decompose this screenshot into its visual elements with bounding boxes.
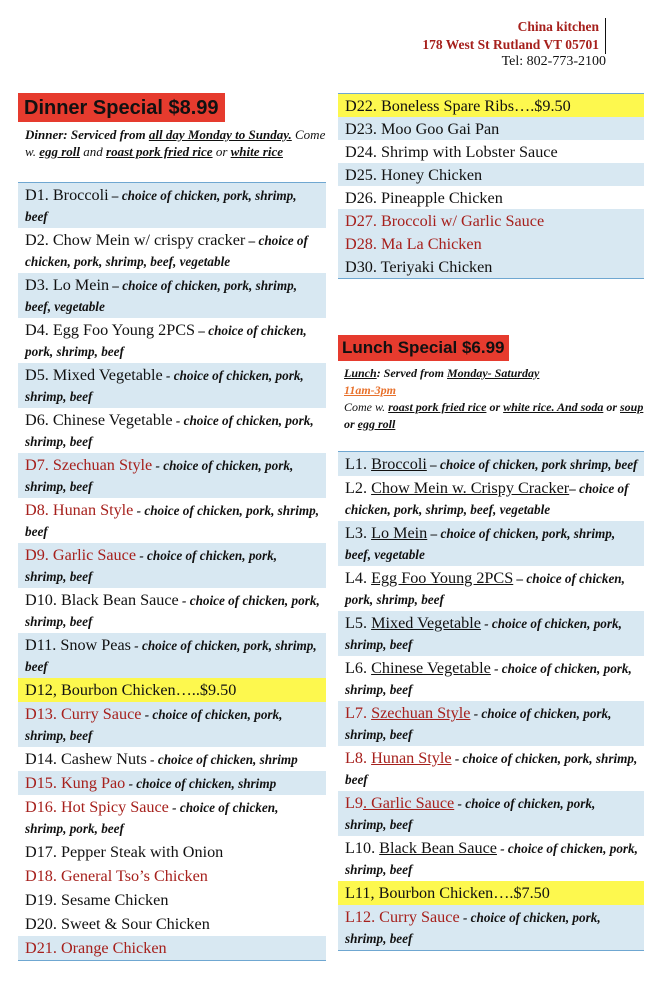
menu-item-name: D9. Garlic Sauce	[25, 546, 137, 564]
menu-item	[338, 140, 644, 163]
lunch-desc-soup: soup	[620, 400, 644, 414]
restaurant-header	[422, 18, 606, 54]
menu-item	[338, 452, 644, 476]
menu-item-choices: - choice of chicken, shrimp	[125, 776, 277, 791]
menu-item	[18, 228, 326, 273]
menu-item	[338, 656, 644, 701]
menu-item-choices: – choice of chicken, pork shrimp, beef	[426, 457, 638, 472]
menu-item-name: . Garlic Sauce	[362, 794, 455, 812]
menu-item-code: L5.	[345, 614, 372, 632]
menu-item-choices: - choice of chicken, pork, shrimp, beef	[25, 503, 320, 539]
menu-item	[338, 186, 644, 209]
lunch-desc-text: : Served from	[376, 366, 448, 380]
menu-item-name: D23. Moo Goo Gai Pan	[345, 120, 500, 138]
menu-item-choices: - choice of chicken, shrimp, pork, beef	[25, 800, 279, 836]
menu-item-name: D18. General Tso’s Chicken	[25, 867, 208, 885]
menu-item-choices: - choice of chicken, pork, shrimp, beef	[25, 548, 278, 584]
lunch-desc-text: Come w.	[344, 400, 389, 414]
menu-item-name: D19. Sesame Chicken	[25, 891, 169, 909]
menu-item-code: L9	[345, 794, 363, 812]
menu-item-choices: - choice of chicken, pork, shrimp, beef	[345, 910, 601, 946]
menu-item-name: Mixed Vegetable	[371, 614, 481, 632]
menu-item	[338, 521, 644, 566]
menu-item-name: D7. Szechuan Style	[25, 456, 153, 474]
menu-item-name: D8. Hunan Style	[25, 501, 134, 519]
dinner-desc-days: all day Monday to Sunday.	[148, 127, 292, 142]
dinner-menu-list-continued	[338, 93, 644, 279]
menu-item-choices: - choice of chicken, pork, shrimp, beef	[25, 413, 314, 449]
menu-item-choices: – choice of chicken, pork, shrimp, beef, vegetable	[25, 278, 297, 314]
menu-item-choices: – choice of chicken, pork, shrimp, beef, vegetable	[345, 526, 616, 562]
menu-item-choices: – choice of chicken, pork, shrimp, beef	[345, 571, 625, 607]
menu-item-name: Lo Mein	[371, 524, 428, 542]
menu-item-name: D24. Shrimp with Lobster Sauce	[345, 143, 558, 161]
menu-item-name: D2. Chow Mein w/ crispy cracker	[25, 231, 246, 249]
lunch-desc-text: or	[603, 400, 621, 414]
menu-item	[338, 255, 644, 278]
menu-item-name: D5. Mixed Vegetable	[25, 366, 163, 384]
menu-item	[18, 936, 326, 960]
menu-item-code: L4.	[345, 569, 372, 587]
menu-item-choices: - choice of chicken, pork, shrimp, beef	[25, 458, 294, 494]
menu-item-name: D1. Broccoli	[25, 186, 109, 204]
menu-item-code: L10.	[345, 839, 380, 857]
menu-item-name: Szechuan Style	[371, 704, 471, 722]
menu-item-code: L3.	[345, 524, 372, 542]
dinner-section	[18, 93, 326, 961]
restaurant-address: 178 West St Rutland VT 05701	[422, 37, 599, 52]
lunch-desc-days: Monday- Saturday	[447, 366, 540, 380]
menu-item-choices: - choice of chicken, pork, shrimp, beef	[345, 796, 596, 832]
menu-item	[338, 117, 644, 140]
dinner-desc-text: and	[80, 144, 107, 159]
lunch-menu-list	[338, 451, 644, 951]
lunch-desc-label: Lunch	[344, 366, 377, 380]
menu-item-name: L11, Bourbon Chicken….$7.50	[345, 884, 550, 902]
menu-item-name: Broccoli	[371, 455, 427, 473]
menu-item-name: D26. Pineapple Chicken	[345, 189, 503, 207]
menu-item-code: L6.	[345, 659, 372, 677]
menu-item-name: D15. Kung Pao	[25, 774, 126, 792]
menu-item-name: D20. Sweet & Sour Chicken	[25, 915, 210, 933]
menu-item	[338, 836, 644, 881]
menu-item	[18, 453, 326, 498]
menu-item-name: D11. Snow Peas	[25, 636, 131, 654]
menu-item	[18, 771, 326, 795]
menu-item-choices: - choice of chicken, pork, shrimp, beef	[25, 368, 304, 404]
restaurant-name: China kitchen	[517, 19, 599, 34]
lunch-desc-rice: roast pork fried rice	[388, 400, 487, 414]
menu-item-name: L12. Curry Sauce	[345, 908, 460, 926]
menu-item-name: Black Bean Sauce	[379, 839, 497, 857]
menu-item	[338, 209, 644, 232]
menu-item	[18, 678, 326, 702]
menu-item-name: D16. Hot Spicy Sauce	[25, 798, 169, 816]
menu-item-name: D25. Honey Chicken	[345, 166, 483, 184]
dinner-desc-text: Come w.	[25, 127, 326, 159]
dinner-description	[18, 126, 326, 160]
dinner-menu-list	[18, 182, 326, 961]
menu-item-name: D27. Broccoli w/ Garlic Sauce	[345, 212, 545, 230]
menu-item-name: D6. Chinese Vegetable	[25, 411, 173, 429]
menu-item	[18, 183, 326, 228]
menu-item	[18, 273, 326, 318]
menu-item-name: D3. Lo Mein	[25, 276, 110, 294]
menu-item	[18, 888, 326, 912]
menu-item-name: Chow Mein w. Crispy Cracker	[371, 479, 570, 497]
menu-item-choices: - choice of chicken, pork, shrimp, beef	[345, 661, 632, 697]
lunch-description	[338, 365, 644, 433]
menu-item	[18, 543, 326, 588]
menu-item-choices: - choice of chicken, pork, shrimp, beef	[345, 706, 612, 742]
menu-item-choices: - choice of chicken, shrimp	[146, 752, 298, 767]
menu-item	[18, 795, 326, 840]
menu-item	[338, 701, 644, 746]
menu-item-code: L8.	[345, 749, 372, 767]
menu-item-name: D21. Orange Chicken	[25, 939, 167, 957]
restaurant-phone: Tel: 802-773-2100	[501, 54, 606, 69]
menu-item	[18, 840, 326, 864]
dinner-desc-white-rice: white rice	[230, 144, 283, 159]
menu-item	[338, 94, 644, 117]
right-column	[338, 93, 644, 951]
dinner-desc-eggroll: egg roll	[39, 144, 81, 159]
menu-item	[338, 791, 644, 836]
menu-item-name: D30. Teriyaki Chicken	[345, 258, 493, 276]
menu-item-choices: - choice of chicken, pork, shrimp, beef	[345, 751, 638, 787]
dinner-title: Dinner Special $8.99	[18, 93, 225, 122]
menu-item-choices: - choice of chicken, pork, shrimp, beef	[25, 707, 283, 743]
lunch-desc-white-rice-soda: white rice. And soda	[503, 400, 604, 414]
menu-item-choices: - choice of chicken, pork, shrimp, beef	[25, 593, 320, 629]
dinner-desc-rice: roast pork fried rice	[106, 144, 213, 159]
menu-item-choices: - choice of chicken, pork, shrimp, beef	[345, 841, 638, 877]
menu-item-choices: – choice of chicken, pork, shrimp, beef, vegetable	[25, 233, 308, 269]
menu-item-choices: - choice of chicken, pork, shrimp, beef	[345, 616, 622, 652]
menu-item-name: D22. Boneless Spare Ribs….$9.50	[345, 97, 571, 115]
menu-item	[338, 905, 644, 950]
menu-item	[338, 476, 644, 521]
menu-item-name: D13. Curry Sauce	[25, 705, 142, 723]
menu-item	[18, 408, 326, 453]
menu-item	[18, 912, 326, 936]
menu-item	[18, 747, 326, 771]
menu-item	[18, 363, 326, 408]
menu-item	[338, 611, 644, 656]
menu-item	[338, 881, 644, 905]
lunch-desc-eggroll: egg roll	[357, 417, 396, 431]
menu-item-code: L2.	[345, 479, 372, 497]
menu-item-name: D17. Pepper Steak with Onion	[25, 843, 224, 861]
menu-item-choices: - choice of chicken, pork, shrimp, beef	[25, 638, 317, 674]
menu-item-choices: – choice of chicken, pork, shrimp, beef	[25, 323, 307, 359]
menu-item-choices: – choice of chicken, pork, shrimp, beef	[25, 188, 297, 224]
menu-item	[338, 746, 644, 791]
menu-item	[338, 566, 644, 611]
dinner-desc-text: Dinner: Serviced from	[25, 127, 149, 142]
menu-item-name: D12, Bourbon Chicken…..$9.50	[25, 681, 237, 699]
dinner-desc-text: or	[212, 144, 231, 159]
menu-item	[18, 588, 326, 633]
menu-item	[338, 163, 644, 186]
menu-item-name: D14. Cashew Nuts	[25, 750, 147, 768]
menu-item	[18, 498, 326, 543]
menu-item-name: D10. Black Bean Sauce	[25, 591, 179, 609]
menu-item	[338, 232, 644, 255]
menu-item	[18, 702, 326, 747]
menu-item	[18, 864, 326, 888]
menu-item-name: D4. Egg Foo Young 2PCS	[25, 321, 196, 339]
menu-item-code: L7.	[345, 704, 372, 722]
menu-item-name: Hunan Style	[371, 749, 452, 767]
lunch-title: Lunch Special $6.99	[338, 335, 509, 361]
lunch-desc-text: or	[486, 400, 504, 414]
menu-item-name: Egg Foo Young 2PCS	[371, 569, 514, 587]
menu-item	[18, 318, 326, 363]
lunch-desc-hours: 11am-3pm	[344, 383, 397, 397]
menu-item-name: Chinese Vegetable	[371, 659, 491, 677]
menu-item-choices: – choice of chicken, pork, shrimp, beef, vegetable	[345, 481, 629, 517]
menu-item-name: D28. Ma La Chicken	[345, 235, 482, 253]
lunch-desc-text: or	[344, 417, 358, 431]
menu-item	[18, 633, 326, 678]
menu-item-code: L1.	[345, 455, 372, 473]
